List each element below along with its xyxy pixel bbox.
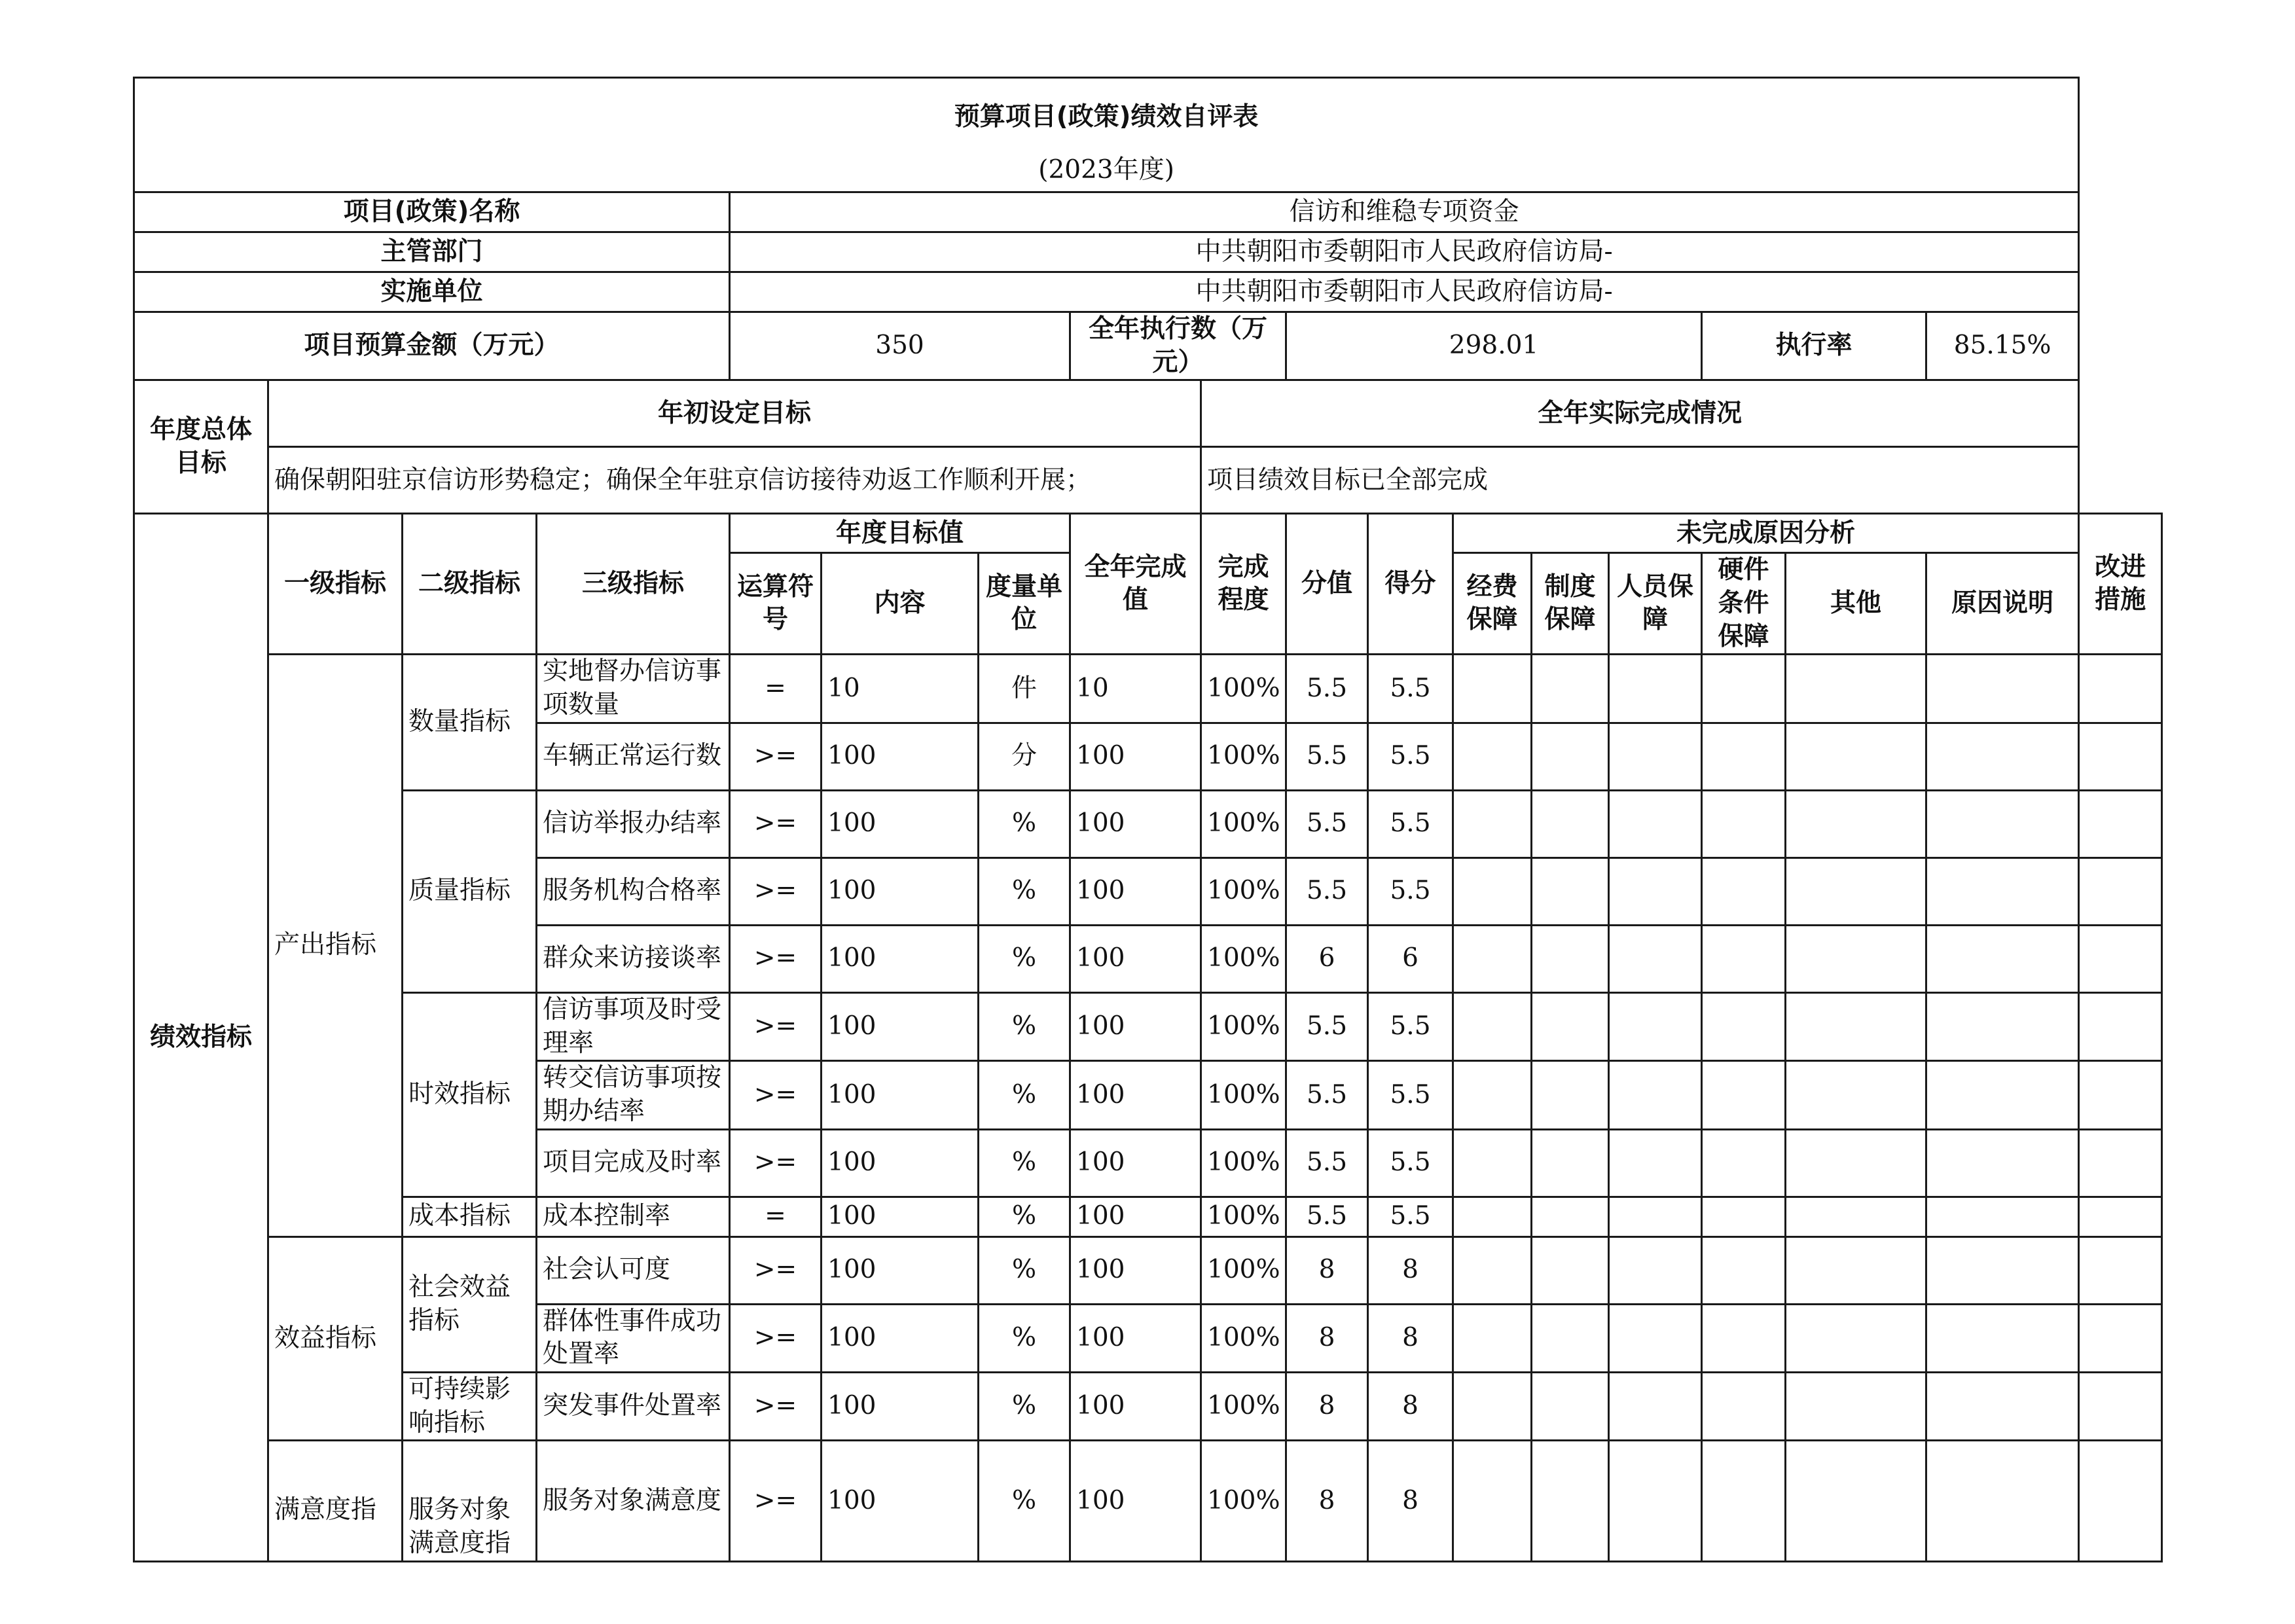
indicator-name: 信访举报办结率: [537, 790, 730, 857]
reason-system-cell: [1532, 1129, 1609, 1197]
header-level2: 二级指标: [403, 514, 537, 655]
indicator-degree: 100%: [1201, 925, 1286, 992]
indicator-operator: >=: [730, 1061, 822, 1129]
indicator-actual: 100: [1070, 723, 1201, 790]
indicator-score: 8: [1368, 1372, 1453, 1440]
reason-hardware-cell: [1702, 655, 1786, 723]
group-quantity: 数量指标: [403, 655, 537, 790]
implementer-value: 中共朝阳市委朝阳市人民政府信访局-: [730, 272, 2079, 312]
indicator-operator: >=: [730, 1236, 822, 1304]
header-level1: 一级指标: [268, 514, 403, 655]
indicator-unit: %: [979, 992, 1070, 1060]
indicator-weight: 5.5: [1286, 857, 1368, 925]
reason-hardware-cell: [1702, 790, 1786, 857]
indicator-degree: 100%: [1201, 655, 1286, 723]
indicator-unit: %: [979, 857, 1070, 925]
reason-staff-cell: [1609, 1372, 1702, 1440]
indicator-name: 信访事项及时受理率: [537, 992, 730, 1060]
department-label: 主管部门: [134, 232, 730, 272]
reason-other-cell: [1786, 925, 1926, 992]
indicator-actual: 100: [1070, 857, 1201, 925]
reason-system-cell: [1532, 1236, 1609, 1304]
reason-fund-cell: [1453, 925, 1532, 992]
indicator-name: 群众来访接谈率: [537, 925, 730, 992]
indicator-name: 服务机构合格率: [537, 857, 730, 925]
indicator-operator: =: [730, 655, 822, 723]
indicator-content: 100: [822, 723, 979, 790]
reason-other-cell: [1786, 723, 1926, 790]
indicator-unit: 件: [979, 655, 1070, 723]
project-name-label: 项目(政策)名称: [134, 192, 730, 232]
indicator-weight: 5.5: [1286, 790, 1368, 857]
indicator-content: 100: [822, 1129, 979, 1197]
indicator-weight: 8: [1286, 1304, 1368, 1372]
indicator-actual: 100: [1070, 1129, 1201, 1197]
reason-fund-cell: [1453, 1197, 1532, 1236]
reason-staff-cell: [1609, 1061, 1702, 1129]
indicator-operator: =: [730, 1197, 822, 1236]
indicator-unit: %: [979, 790, 1070, 857]
reason-hardware-cell: [1702, 857, 1786, 925]
indicator-actual: 100: [1070, 1441, 1201, 1561]
header-operator: 运算符号: [730, 553, 822, 655]
indicator-degree: 100%: [1201, 1197, 1286, 1236]
indicator-degree: 100%: [1201, 723, 1286, 790]
reason-desc-cell: [1926, 1129, 2079, 1197]
reason-system-cell: [1532, 790, 1609, 857]
budget-label: 项目预算金额（万元）: [134, 312, 730, 380]
group-timeliness: 时效指标: [403, 992, 537, 1197]
reason-desc-cell: [1926, 1372, 2079, 1440]
group-cost: 成本指标: [403, 1197, 537, 1236]
execution-label: 全年执行数（万元）: [1070, 312, 1286, 380]
group-satisfaction: 满意度指: [268, 1441, 403, 1561]
indicator-name: 社会认可度: [537, 1236, 730, 1304]
actual-completion-header: 全年实际完成情况: [1201, 380, 2079, 447]
group-social: 社会效益指标: [403, 1236, 537, 1372]
header-unit: 度量单位: [979, 553, 1070, 655]
indicator-actual: 100: [1070, 1197, 1201, 1236]
indicator-score: 5.5: [1368, 790, 1453, 857]
header-score: 得分: [1368, 514, 1453, 655]
indicator-score: 5.5: [1368, 1061, 1453, 1129]
reason-hardware-cell: [1702, 1129, 1786, 1197]
indicator-actual: 100: [1070, 1236, 1201, 1304]
reason-system-cell: [1532, 655, 1609, 723]
reason-hardware-cell: [1702, 1441, 1786, 1561]
reason-staff-cell: [1609, 992, 1702, 1060]
reason-desc-cell: [1926, 925, 2079, 992]
header-reason-desc: 原因说明: [1926, 553, 2079, 655]
indicator-weight: 5.5: [1286, 1129, 1368, 1197]
reason-fund-cell: [1453, 723, 1532, 790]
improvement-cell: [2079, 1129, 2162, 1197]
reason-staff-cell: [1609, 790, 1702, 857]
reason-fund-cell: [1453, 857, 1532, 925]
header-degree: 完成程度: [1201, 514, 1286, 655]
header-unfinished-reason: 未完成原因分析: [1453, 514, 2079, 553]
indicator-operator: >=: [730, 1129, 822, 1197]
indicator-operator: >=: [730, 1441, 822, 1561]
group-sustain: 可持续影响指标: [403, 1372, 537, 1440]
indicator-score: 5.5: [1368, 992, 1453, 1060]
indicator-score: 5.5: [1368, 1197, 1453, 1236]
indicator-unit: %: [979, 1236, 1070, 1304]
indicator-operator: >=: [730, 925, 822, 992]
reason-other-cell: [1786, 857, 1926, 925]
improvement-cell: [2079, 857, 2162, 925]
indicator-score: 5.5: [1368, 655, 1453, 723]
reason-desc-cell: [1926, 1197, 2079, 1236]
reason-staff-cell: [1609, 1129, 1702, 1197]
reason-hardware-cell: [1702, 1197, 1786, 1236]
indicator-weight: 8: [1286, 1236, 1368, 1304]
reason-hardware-cell: [1702, 723, 1786, 790]
page-title: 预算项目(政策)绩效自评表: [134, 78, 2079, 150]
reason-system-cell: [1532, 992, 1609, 1060]
improvement-cell: [2079, 992, 2162, 1060]
improvement-cell: [2079, 925, 2162, 992]
indicator-unit: %: [979, 1061, 1070, 1129]
indicator-degree: 100%: [1201, 1236, 1286, 1304]
reason-fund-cell: [1453, 655, 1532, 723]
reason-other-cell: [1786, 1197, 1926, 1236]
reason-fund-cell: [1453, 1061, 1532, 1129]
initial-goal-text: 确保朝阳驻京信访形势稳定；确保全年驻京信访接待劝返工作顺利开展；: [268, 447, 1201, 514]
improvement-cell: [2079, 1197, 2162, 1236]
reason-other-cell: [1786, 790, 1926, 857]
reason-desc-cell: [1926, 1236, 2079, 1304]
indicator-score: 5.5: [1368, 1129, 1453, 1197]
group-benefit: 效益指标: [268, 1236, 403, 1441]
reason-desc-cell: [1926, 857, 2079, 925]
annual-goal-label: 年度总体目标: [134, 380, 268, 514]
indicator-score: 5.5: [1368, 723, 1453, 790]
indicator-degree: 100%: [1201, 1372, 1286, 1440]
improvement-cell: [2079, 1441, 2162, 1561]
indicator-degree: 100%: [1201, 1061, 1286, 1129]
indicator-name: 车辆正常运行数: [537, 723, 730, 790]
reason-other-cell: [1786, 1236, 1926, 1304]
reason-staff-cell: [1609, 1441, 1702, 1561]
reason-other-cell: [1786, 1372, 1926, 1440]
indicator-content: 100: [822, 1236, 979, 1304]
reason-hardware-cell: [1702, 1236, 1786, 1304]
header-actual-value: 全年完成值: [1070, 514, 1201, 655]
indicator-operator: >=: [730, 1372, 822, 1440]
indicator-weight: 5.5: [1286, 655, 1368, 723]
indicator-degree: 100%: [1201, 992, 1286, 1060]
improvement-cell: [2079, 1304, 2162, 1372]
improvement-cell: [2079, 1236, 2162, 1304]
group-service: 服务对象满意度指: [403, 1441, 537, 1561]
reason-desc-cell: [1926, 1441, 2079, 1561]
indicator-operator: >=: [730, 857, 822, 925]
project-name-value: 信访和维稳专项资金: [730, 192, 2079, 232]
indicator-operator: >=: [730, 790, 822, 857]
indicator-score: 8: [1368, 1236, 1453, 1304]
reason-other-cell: [1786, 1441, 1926, 1561]
indicator-degree: 100%: [1201, 1441, 1286, 1561]
execution-rate-label: 执行率: [1702, 312, 1926, 380]
reason-fund-cell: [1453, 1441, 1532, 1561]
reason-system-cell: [1532, 1441, 1609, 1561]
indicator-content: 100: [822, 992, 979, 1060]
indicator-name: 实地督办信访事项数量: [537, 655, 730, 723]
reason-staff-cell: [1609, 1304, 1702, 1372]
reason-system-cell: [1532, 1197, 1609, 1236]
indicator-name: 成本控制率: [537, 1197, 730, 1236]
indicator-content: 10: [822, 655, 979, 723]
reason-fund-cell: [1453, 790, 1532, 857]
improvement-cell: [2079, 655, 2162, 723]
indicator-actual: 100: [1070, 790, 1201, 857]
reason-hardware-cell: [1702, 992, 1786, 1060]
reason-other-cell: [1786, 992, 1926, 1060]
reason-system-cell: [1532, 925, 1609, 992]
indicator-weight: 5.5: [1286, 1061, 1368, 1129]
execution-rate-value: 85.15%: [1926, 312, 2079, 380]
reason-hardware-cell: [1702, 1304, 1786, 1372]
indicator-degree: 100%: [1201, 857, 1286, 925]
actual-completion-text: 项目绩效目标已全部完成: [1201, 447, 2079, 514]
indicator-operator: >=: [730, 1304, 822, 1372]
indicator-weight: 8: [1286, 1372, 1368, 1440]
indicator-weight: 5.5: [1286, 992, 1368, 1060]
header-reason-other: 其他: [1786, 553, 1926, 655]
indicator-degree: 100%: [1201, 1304, 1286, 1372]
reason-desc-cell: [1926, 790, 2079, 857]
indicator-name: 突发事件处置率: [537, 1372, 730, 1440]
group-quality: 质量指标: [403, 790, 537, 992]
reason-staff-cell: [1609, 925, 1702, 992]
indicator-actual: 100: [1070, 1304, 1201, 1372]
reason-fund-cell: [1453, 1236, 1532, 1304]
indicator-score: 8: [1368, 1304, 1453, 1372]
reason-desc-cell: [1926, 723, 2079, 790]
indicator-score: 6: [1368, 925, 1453, 992]
indicator-content: 100: [822, 1061, 979, 1129]
reason-staff-cell: [1609, 723, 1702, 790]
indicator-unit: 分: [979, 723, 1070, 790]
indicator-actual: 100: [1070, 992, 1201, 1060]
performance-self-evaluation-table: [133, 77, 2163, 1562]
indicator-content: 100: [822, 1197, 979, 1236]
department-value: 中共朝阳市委朝阳市人民政府信访局-: [730, 232, 2079, 272]
budget-value: 350: [730, 312, 1070, 380]
reason-system-cell: [1532, 1304, 1609, 1372]
indicator-unit: %: [979, 1197, 1070, 1236]
improvement-cell: [2079, 1061, 2162, 1129]
indicator-content: 100: [822, 1372, 979, 1440]
reason-other-cell: [1786, 1129, 1926, 1197]
improvement-cell: [2079, 790, 2162, 857]
reason-other-cell: [1786, 1061, 1926, 1129]
reason-system-cell: [1532, 857, 1609, 925]
indicator-weight: 8: [1286, 1441, 1368, 1561]
reason-other-cell: [1786, 655, 1926, 723]
reason-fund-cell: [1453, 1372, 1532, 1440]
indicator-weight: 6: [1286, 925, 1368, 992]
reason-other-cell: [1786, 1304, 1926, 1372]
header-weight: 分值: [1286, 514, 1368, 655]
reason-system-cell: [1532, 1372, 1609, 1440]
reason-staff-cell: [1609, 857, 1702, 925]
header-reason-hardware: 硬件条件保障: [1702, 553, 1786, 655]
indicator-operator: >=: [730, 723, 822, 790]
indicator-name: 群体性事件成功处置率: [537, 1304, 730, 1372]
reason-system-cell: [1532, 723, 1609, 790]
execution-value: 298.01: [1286, 312, 1702, 380]
indicator-degree: 100%: [1201, 1129, 1286, 1197]
header-reason-system: 制度保障: [1532, 553, 1609, 655]
indicator-content: 100: [822, 790, 979, 857]
reason-fund-cell: [1453, 1129, 1532, 1197]
indicator-degree: 100%: [1201, 790, 1286, 857]
reason-fund-cell: [1453, 992, 1532, 1060]
indicator-score: 8: [1368, 1441, 1453, 1561]
year-label: (2023年度): [134, 150, 2079, 192]
group-output: 产出指标: [268, 655, 403, 1236]
implementer-label: 实施单位: [134, 272, 730, 312]
indicator-unit: %: [979, 1129, 1070, 1197]
reason-desc-cell: [1926, 1304, 2079, 1372]
reason-staff-cell: [1609, 1236, 1702, 1304]
initial-goal-header: 年初设定目标: [268, 380, 1201, 447]
indicator-unit: %: [979, 925, 1070, 992]
reason-hardware-cell: [1702, 1061, 1786, 1129]
indicator-operator: >=: [730, 992, 822, 1060]
reason-hardware-cell: [1702, 1372, 1786, 1440]
indicator-name: 转交信访事项按期办结率: [537, 1061, 730, 1129]
improvement-cell: [2079, 1372, 2162, 1440]
indicator-name: 服务对象满意度: [537, 1441, 730, 1561]
reason-hardware-cell: [1702, 925, 1786, 992]
improvement-cell: [2079, 723, 2162, 790]
indicator-unit: %: [979, 1304, 1070, 1372]
indicator-content: 100: [822, 1304, 979, 1372]
performance-indicators-label: 绩效指标: [134, 514, 268, 1561]
indicator-content: 100: [822, 925, 979, 992]
indicator-name: 项目完成及时率: [537, 1129, 730, 1197]
indicator-content: 100: [822, 857, 979, 925]
indicator-score: 5.5: [1368, 857, 1453, 925]
header-reason-fund: 经费保障: [1453, 553, 1532, 655]
header-improvement: 改进措施: [2079, 514, 2162, 655]
header-reason-staff: 人员保障: [1609, 553, 1702, 655]
indicator-unit: %: [979, 1372, 1070, 1440]
indicator-weight: 5.5: [1286, 1197, 1368, 1236]
indicator-actual: 100: [1070, 925, 1201, 992]
indicator-actual: 10: [1070, 655, 1201, 723]
reason-desc-cell: [1926, 992, 2079, 1060]
reason-staff-cell: [1609, 1197, 1702, 1236]
reason-desc-cell: [1926, 1061, 2079, 1129]
indicator-weight: 5.5: [1286, 723, 1368, 790]
reason-fund-cell: [1453, 1304, 1532, 1372]
indicator-actual: 100: [1070, 1061, 1201, 1129]
indicator-content: 100: [822, 1441, 979, 1561]
reason-staff-cell: [1609, 655, 1702, 723]
indicator-actual: 100: [1070, 1372, 1201, 1440]
header-annual-target: 年度目标值: [730, 514, 1070, 553]
indicator-unit: %: [979, 1441, 1070, 1561]
header-level3: 三级指标: [537, 514, 730, 655]
reason-desc-cell: [1926, 655, 2079, 723]
reason-system-cell: [1532, 1061, 1609, 1129]
header-content: 内容: [822, 553, 979, 655]
